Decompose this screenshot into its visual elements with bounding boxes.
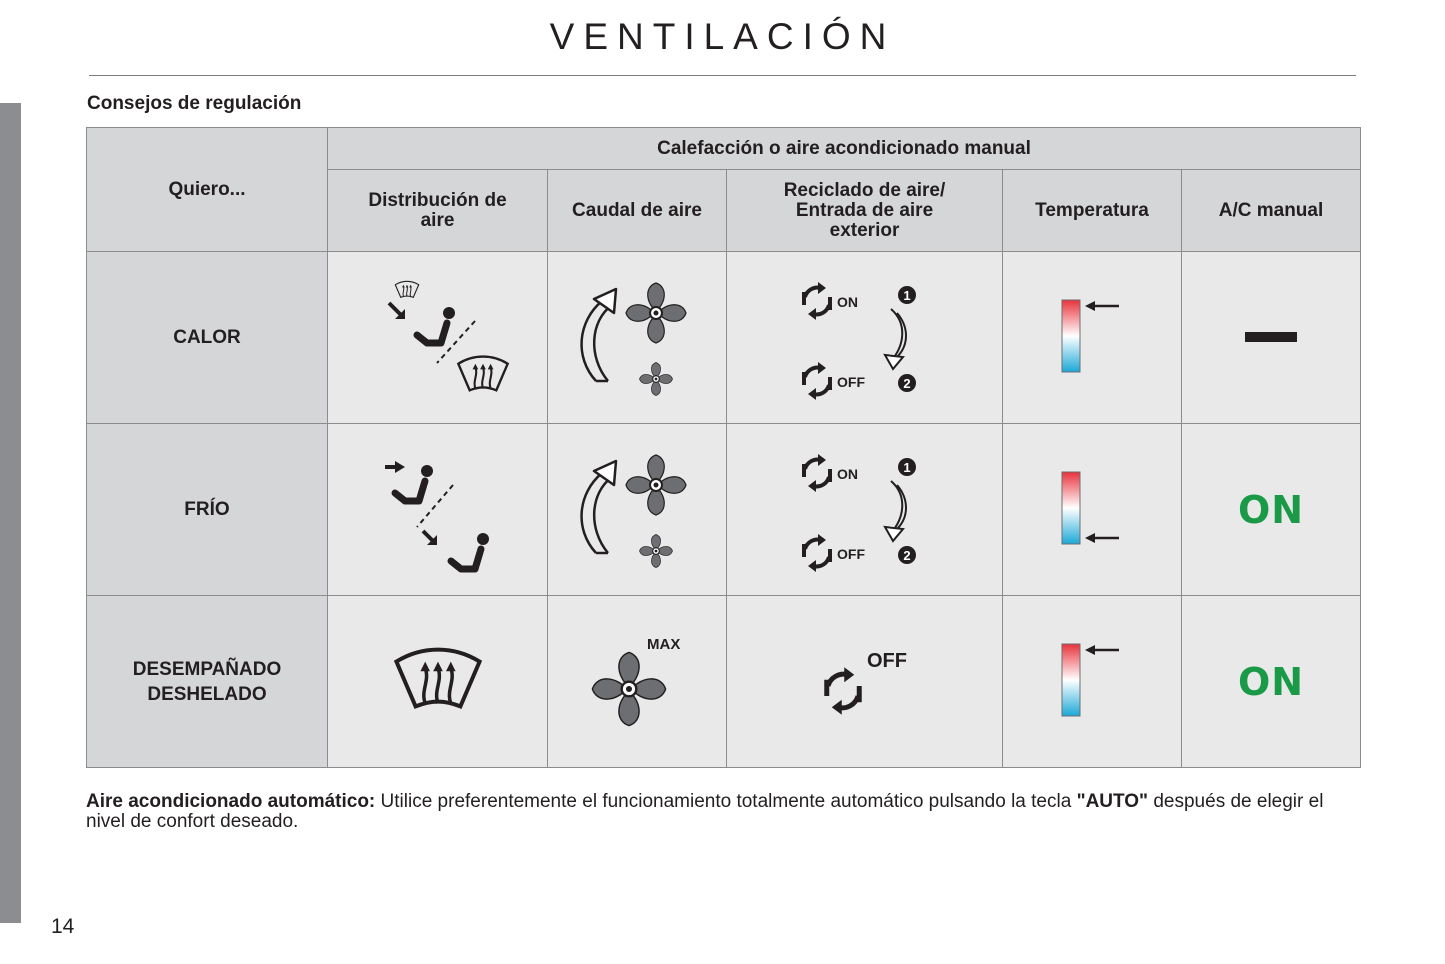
note-text: Utilice preferentemente el funcionamiento totalmente automático pulsando la tecla xyxy=(375,791,1077,812)
group-header: Calefacción o aire acondicionado manual xyxy=(328,128,1361,170)
row-label-calor: CALOR xyxy=(87,252,328,424)
thermometer-high-icon xyxy=(1047,642,1137,722)
note-text: después de elegir el nivel de confort deseado. xyxy=(86,791,1324,832)
distribution-cell xyxy=(328,424,548,596)
fan-max-icon xyxy=(577,627,697,737)
step-two-badge: 2 xyxy=(902,375,911,391)
title-divider xyxy=(89,75,1356,76)
distribution-cell xyxy=(328,596,548,768)
temperature-cell xyxy=(1003,424,1182,596)
thermometer-low-icon xyxy=(1047,470,1137,550)
automatic-ac-note xyxy=(86,792,1360,832)
face-feet-distribution-icon xyxy=(363,445,513,575)
row-label-line: DESHELADO xyxy=(147,683,267,705)
temperature-cell xyxy=(1003,252,1182,424)
defrost-feet-distribution-icon xyxy=(363,273,513,403)
fan-speed-increase-icon xyxy=(572,445,702,575)
column-header-airflow: Caudal de aire xyxy=(548,170,727,252)
table-row xyxy=(87,596,1361,768)
airflow-cell xyxy=(548,596,727,768)
ac-manual-cell xyxy=(1182,596,1361,768)
ac-manual-cell xyxy=(1182,424,1361,596)
thermometer-high-icon xyxy=(1047,298,1137,378)
page-title: VENTILACIÓN xyxy=(549,16,896,57)
airflow-cell xyxy=(548,252,727,424)
step-one-badge: 1 xyxy=(902,287,911,303)
column-header-text: Distribución de aire xyxy=(368,189,507,231)
recirc-on-label: ON xyxy=(836,293,858,310)
side-chapter-tab xyxy=(0,103,21,923)
column-header-distribution xyxy=(328,170,548,252)
recirculation-sequence-icon xyxy=(795,273,935,403)
fan-max-label: MAX xyxy=(647,635,681,653)
recirculation-cell xyxy=(727,424,1003,596)
recirculation-off-icon xyxy=(805,637,925,727)
column-header-temperature: Temperatura xyxy=(1003,170,1182,252)
ac-on-label: ON xyxy=(1237,659,1305,704)
row-label-desempanado xyxy=(87,596,328,768)
section-heading: Consejos de regulación xyxy=(87,93,302,114)
step-two-badge: 2 xyxy=(902,547,911,563)
recirc-off-label: OFF xyxy=(836,373,865,390)
row-label-frio: FRÍO xyxy=(87,424,328,596)
corner-header: Quiero... xyxy=(87,128,328,252)
ac-manual-cell xyxy=(1182,252,1361,424)
recirculation-cell xyxy=(727,252,1003,424)
airflow-cell xyxy=(548,424,727,596)
row-label-line: DESEMPAÑADO xyxy=(132,658,282,680)
note-auto-key: "AUTO" xyxy=(1076,791,1149,812)
recirc-on-label: ON xyxy=(836,465,858,482)
recirc-off-label: OFF xyxy=(866,649,907,672)
fan-speed-increase-icon xyxy=(572,273,702,403)
distribution-cell xyxy=(328,252,548,424)
windshield-defrost-icon xyxy=(378,632,498,732)
page-number: 14 xyxy=(51,915,75,938)
column-header-ac-manual: A/C manual xyxy=(1182,170,1361,252)
recirculation-cell xyxy=(727,596,1003,768)
note-bold-lead: Aire acondicionado automático: xyxy=(86,791,376,812)
ac-off-dash xyxy=(1245,332,1297,342)
recirc-off-label: OFF xyxy=(836,545,865,562)
table-row xyxy=(87,252,1361,424)
temperature-cell xyxy=(1003,596,1182,768)
column-header-recirculation xyxy=(727,170,1003,252)
ac-on-label: ON xyxy=(1237,487,1305,532)
recirculation-sequence-icon xyxy=(795,445,935,575)
step-one-badge: 1 xyxy=(902,459,911,475)
column-header-text: Reciclado de aire/ Entrada de aire exterior xyxy=(783,179,946,241)
table-row xyxy=(87,424,1361,596)
ventilation-settings-table xyxy=(86,127,1361,768)
